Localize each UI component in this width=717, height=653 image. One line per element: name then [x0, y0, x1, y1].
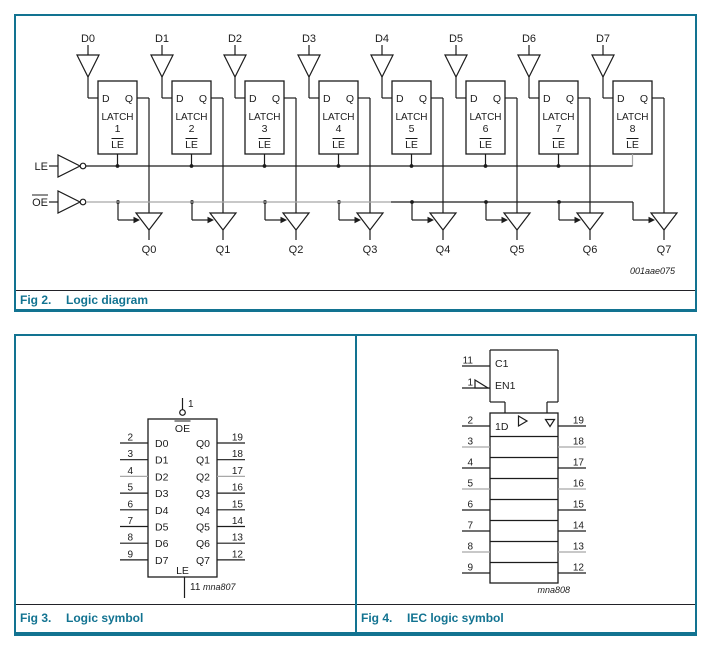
latch-word: LATCH	[101, 112, 134, 123]
port-label: D3	[155, 488, 169, 501]
q-pin-label: Q	[565, 93, 574, 105]
output-buffer	[651, 213, 677, 230]
latch-column-8	[592, 33, 677, 256]
pin-number: 1	[188, 399, 194, 410]
latch-word: LATCH	[175, 112, 208, 123]
le-input-label: LE	[34, 161, 48, 173]
input-buffer	[151, 55, 173, 77]
figure-ref: mna808	[537, 585, 570, 595]
pin-number: 18	[231, 449, 243, 461]
fig4-caption	[357, 605, 695, 632]
input-buffer	[298, 55, 320, 77]
port-label: Q0	[195, 438, 210, 450]
pin-number: 2	[127, 432, 133, 444]
polarity-triangle	[475, 380, 488, 388]
fig4-caption-title: IEC logic symbol	[407, 611, 504, 625]
fig3-caption	[16, 605, 355, 632]
latch-word: LATCH	[395, 112, 428, 123]
pin-number: 12	[231, 549, 243, 561]
output-label: Q3	[362, 244, 378, 256]
latch-column-5	[371, 33, 456, 256]
latch-number: 4	[335, 123, 342, 135]
latch-word: LATCH	[248, 112, 281, 123]
pin-number: 17	[572, 457, 584, 469]
pin-number: 17	[231, 465, 243, 477]
port-label: Q3	[195, 488, 210, 501]
fig3-caption-label: Fig 3.	[20, 611, 52, 625]
port-label: Q2	[195, 471, 210, 484]
port-label: Q6	[195, 538, 210, 551]
inverter-bubble	[180, 410, 186, 416]
d-pin-label: D	[176, 93, 184, 105]
latch-column-4	[298, 33, 383, 256]
fig4-caption-label: Fig 4.	[361, 611, 393, 625]
port-label: D6	[155, 538, 169, 551]
output-label: Q1	[215, 244, 231, 256]
input-buffer	[445, 55, 467, 77]
latch-number: 7	[555, 123, 562, 135]
fig2-logic-diagram	[16, 16, 695, 290]
pin-number: 4	[467, 457, 473, 469]
input-label: D4	[374, 33, 390, 45]
figure-ref: 001aae075	[629, 266, 675, 276]
latch-number: 8	[629, 123, 636, 135]
en1-label: EN1	[495, 380, 516, 392]
q-pin-label: Q	[418, 93, 427, 105]
input-buffer	[224, 55, 246, 77]
latch-le-label: LE	[185, 139, 198, 151]
le-inverter	[58, 155, 80, 177]
output-buffer	[430, 213, 456, 230]
port-label: D4	[155, 504, 169, 517]
input-label: D3	[301, 33, 317, 45]
latch-le-label: LE	[405, 139, 418, 151]
latch-le-label: LE	[258, 139, 271, 151]
pin-number: 13	[231, 532, 243, 544]
buffer-symbol	[519, 416, 528, 426]
latch-number: 1	[114, 123, 121, 135]
latch-word: LATCH	[469, 112, 502, 123]
output-label: Q2	[288, 244, 304, 256]
fig3-fig4-panel	[14, 334, 697, 636]
pin-number: 14	[231, 516, 243, 527]
q-pin-label: Q	[345, 93, 354, 105]
output-label: Q4	[435, 244, 451, 256]
output-label: Q0	[141, 244, 157, 256]
port-label: D2	[155, 471, 169, 484]
pin-number: 8	[127, 532, 133, 544]
pin-number: 13	[572, 541, 584, 553]
oe-input-label: OE	[32, 197, 48, 209]
latch-number: 3	[261, 123, 268, 135]
port-label: D1	[155, 454, 169, 467]
q-pin-label: Q	[639, 93, 648, 105]
latch-column-7	[518, 33, 603, 256]
pin-number: 7	[127, 516, 133, 527]
q-pin-label: Q	[492, 93, 501, 105]
input-label: D5	[448, 33, 464, 45]
pin-number: 12	[572, 562, 584, 574]
pin-number: 18	[572, 436, 584, 448]
pin-number: 4	[127, 465, 133, 477]
output-buffer	[357, 213, 383, 230]
input-label: D1	[154, 33, 170, 45]
fig2-caption-label: Fig 2.	[20, 293, 52, 307]
input-buffer	[592, 55, 614, 77]
port-label: Q7	[195, 554, 210, 567]
le-label: LE	[176, 565, 189, 577]
oe-inverter	[58, 191, 80, 213]
pin-number: 8	[467, 541, 473, 553]
port-label: D0	[155, 438, 169, 450]
latch-le-label: LE	[626, 139, 639, 151]
output-buffer	[210, 213, 236, 230]
latch-column-6	[445, 33, 530, 256]
c1-label: C1	[495, 358, 509, 370]
fig2-caption-title: Logic diagram	[66, 293, 149, 307]
pin-number: 9	[467, 562, 473, 574]
oe-label: OE	[174, 423, 191, 435]
d-pin-label: D	[102, 93, 110, 105]
latch-le-label: LE	[111, 139, 124, 151]
inverter-bubble	[80, 199, 86, 205]
fig2-caption	[16, 290, 695, 309]
latch-word: LATCH	[616, 112, 649, 123]
pin-number: 2	[467, 415, 473, 427]
input-label: D6	[521, 33, 537, 45]
input-label: D2	[227, 33, 243, 45]
d-pin-label: D	[396, 93, 404, 105]
input-label: D0	[80, 33, 96, 45]
latch-le-label: LE	[332, 139, 345, 151]
latch-column-1	[77, 33, 162, 256]
figure-ref: mna807	[203, 582, 236, 592]
fig2-panel	[14, 14, 697, 312]
latch-le-label: LE	[479, 139, 492, 151]
pin-number: 19	[572, 415, 584, 427]
pin-number: 15	[572, 499, 584, 511]
pin-number: 16	[231, 482, 243, 494]
latch-le-label: LE	[552, 139, 565, 151]
latch-column-3	[224, 33, 309, 256]
pin-number: 3	[467, 436, 473, 448]
input-buffer	[77, 55, 99, 77]
pin-number: 11	[462, 355, 473, 367]
output-buffer	[283, 213, 309, 230]
pin-number: 14	[572, 520, 584, 532]
latch-word: LATCH	[322, 112, 355, 123]
d-pin-label: D	[470, 93, 478, 105]
latch-word: LATCH	[542, 112, 575, 123]
d-pin-label: D	[249, 93, 257, 105]
output-buffer	[136, 213, 162, 230]
d-pin-label: D	[323, 93, 331, 105]
fig4-iec-logic-symbol	[357, 336, 695, 604]
output-buffer	[577, 213, 603, 230]
output-label: Q7	[656, 244, 672, 256]
output-buffer	[504, 213, 530, 230]
pin-number: 3	[127, 449, 133, 461]
element-array-box	[490, 413, 558, 583]
port-label: Q1	[195, 454, 210, 467]
pin-number: 15	[231, 499, 243, 511]
latch-column-2	[151, 33, 236, 256]
port-label: Q5	[195, 521, 210, 534]
q-pin-label: Q	[198, 93, 207, 105]
pin-number: 1	[467, 377, 473, 389]
d-pin-label: D	[543, 93, 551, 105]
input-buffer	[371, 55, 393, 77]
input-label: D7	[595, 33, 611, 45]
pin-number: 5	[127, 482, 133, 494]
output-label: Q5	[509, 244, 525, 256]
inverter-bubble	[80, 163, 86, 169]
pin-number: 7	[467, 520, 473, 532]
pin-number: 16	[572, 478, 584, 490]
panel-divider	[355, 336, 357, 632]
q-pin-label: Q	[124, 93, 133, 105]
pin-number: 11	[190, 582, 201, 593]
port-label: Q4	[195, 504, 210, 517]
latch-number: 6	[482, 123, 489, 135]
latch-number: 5	[408, 123, 415, 135]
input-buffer	[518, 55, 540, 77]
q-pin-label: Q	[271, 93, 280, 105]
pin-number: 19	[231, 432, 243, 444]
pin-number: 5	[467, 478, 473, 490]
fig3-logic-symbol	[16, 336, 355, 604]
pin-number: 9	[127, 549, 133, 561]
output-label: Q6	[582, 244, 598, 256]
fig3-caption-title: Logic symbol	[66, 611, 144, 625]
pin-number: 6	[467, 499, 473, 511]
inverted-output-symbol	[546, 420, 555, 427]
port-label: D5	[155, 521, 169, 534]
pin-number: 6	[127, 499, 133, 511]
port-label: D7	[155, 554, 169, 567]
d-input-label: 1D	[495, 421, 509, 433]
d-pin-label: D	[617, 93, 625, 105]
latch-number: 2	[188, 123, 195, 135]
